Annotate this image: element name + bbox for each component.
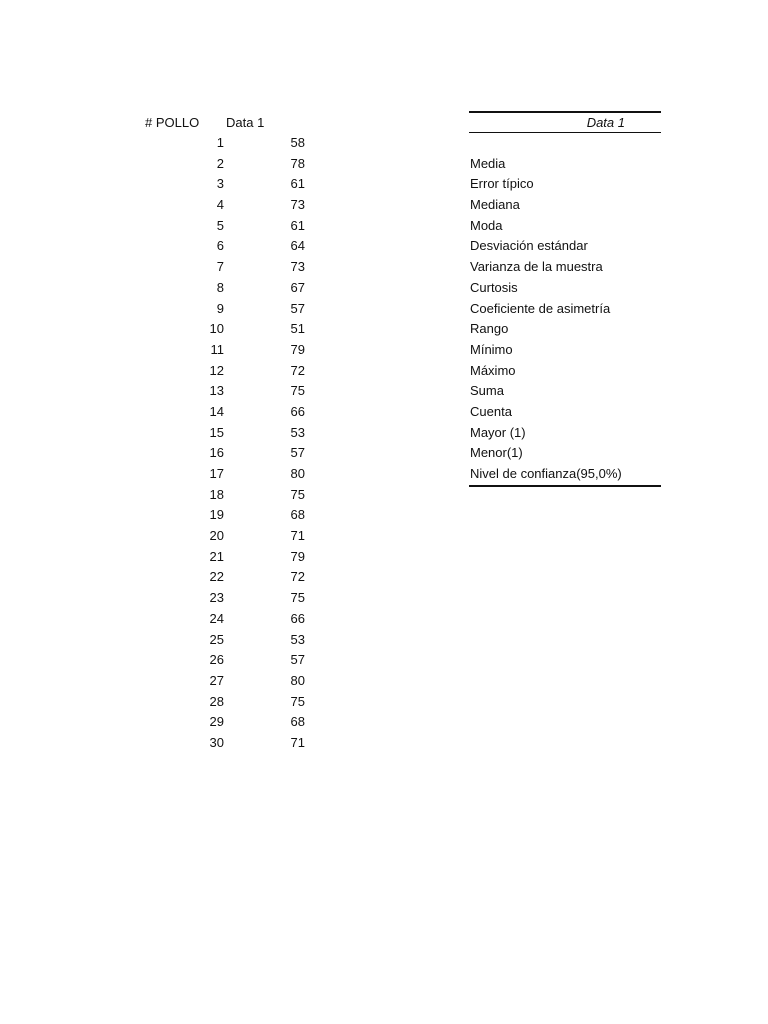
data-value-cell: 75 bbox=[290, 383, 305, 399]
data-table-body bbox=[140, 133, 310, 754]
pollo-id-cell: 29 bbox=[209, 714, 224, 730]
data-value-cell: 79 bbox=[290, 341, 305, 357]
stats-label: Rango bbox=[470, 321, 509, 337]
data-value-cell: 80 bbox=[290, 466, 305, 481]
pollo-id-cell: 17 bbox=[209, 466, 224, 481]
table-row bbox=[140, 588, 310, 609]
pollo-id-cell: 7 bbox=[216, 259, 224, 275]
pollo-id-cell: 1 bbox=[216, 135, 224, 150]
data-value-cell: 61 bbox=[290, 176, 305, 192]
data-value-cell: 57 bbox=[290, 445, 305, 461]
table-row bbox=[140, 609, 310, 630]
stats-label: Coeficiente de asimetría bbox=[470, 300, 611, 316]
data-value-cell: 66 bbox=[290, 403, 305, 419]
table-row bbox=[140, 278, 310, 299]
table-row bbox=[140, 216, 310, 237]
pollo-id-cell: 11 bbox=[210, 341, 224, 357]
data-value-cell: 71 bbox=[290, 528, 305, 544]
data-value-cell: 75 bbox=[290, 486, 305, 502]
data-value-cell: 68 bbox=[290, 507, 305, 523]
data-value-cell: 80 bbox=[290, 672, 305, 688]
table-row bbox=[140, 567, 310, 588]
pollo-id-cell: 4 bbox=[216, 197, 224, 213]
data-value-cell: 53 bbox=[290, 631, 305, 647]
table-row bbox=[140, 547, 310, 568]
table-row bbox=[140, 650, 310, 671]
data-value-cell: 58 bbox=[290, 135, 305, 150]
table-row bbox=[140, 733, 310, 754]
data-value-cell: 73 bbox=[290, 259, 305, 275]
data-value-cell: 57 bbox=[290, 300, 305, 316]
pollo-id-cell: 3 bbox=[216, 176, 224, 192]
stats-label: Desviación estándar bbox=[470, 238, 588, 254]
pollo-id-cell: 14 bbox=[209, 403, 224, 419]
data-value-cell: 61 bbox=[290, 217, 305, 233]
table-row bbox=[140, 485, 310, 506]
stats-label: Curtosis bbox=[470, 279, 518, 295]
table-row bbox=[140, 402, 310, 423]
pollo-id-cell: 26 bbox=[209, 652, 224, 668]
stats-spacer-row bbox=[469, 133, 661, 154]
stats-table-header bbox=[469, 111, 661, 133]
descriptive-stats-table bbox=[469, 111, 661, 487]
data-value-cell: 78 bbox=[290, 155, 305, 171]
pollo-id-cell: 13 bbox=[209, 383, 224, 399]
pollo-id-cell: 9 bbox=[216, 300, 224, 316]
data-value-cell: 73 bbox=[290, 197, 305, 213]
stats-table-body bbox=[469, 154, 661, 487]
table-row bbox=[140, 712, 310, 733]
data-value-cell: 71 bbox=[290, 734, 305, 750]
table-row bbox=[140, 671, 310, 692]
pollo-id-cell: 5 bbox=[216, 217, 224, 233]
data-value-cell: 72 bbox=[290, 362, 305, 378]
data-value-cell: 68 bbox=[290, 714, 305, 730]
stats-label: Mayor (1) bbox=[470, 424, 526, 440]
stats-label: Máximo bbox=[470, 362, 516, 378]
pollo-id-cell: 2 bbox=[216, 155, 224, 171]
column-header-data: Data 1 bbox=[226, 115, 265, 130]
table-row bbox=[140, 381, 310, 402]
pollo-id-cell: 18 bbox=[209, 486, 224, 502]
chicken-data-table bbox=[140, 112, 310, 754]
stats-label: Suma bbox=[470, 383, 504, 399]
stats-column-header: Data 1 bbox=[586, 115, 625, 130]
table-row bbox=[140, 423, 310, 444]
table-row bbox=[140, 154, 310, 175]
table-row bbox=[140, 195, 310, 216]
pollo-id-cell: 27 bbox=[209, 672, 224, 688]
table-row bbox=[140, 464, 310, 485]
data-table-header bbox=[140, 112, 310, 133]
pollo-id-cell: 23 bbox=[209, 590, 224, 606]
table-row bbox=[140, 257, 310, 278]
pollo-id-cell: 10 bbox=[209, 321, 224, 337]
table-row bbox=[140, 133, 310, 154]
stats-label: Mínimo bbox=[470, 341, 513, 357]
pollo-id-cell: 24 bbox=[209, 610, 224, 626]
pollo-id-cell: 19 bbox=[209, 507, 224, 523]
stats-label: Mediana bbox=[470, 197, 520, 213]
stats-label: Varianza de la muestra bbox=[470, 259, 603, 275]
data-value-cell: 79 bbox=[290, 548, 305, 564]
data-value-cell: 64 bbox=[290, 238, 305, 254]
pollo-id-cell: 15 bbox=[209, 424, 224, 440]
pollo-id-cell: 25 bbox=[209, 631, 224, 647]
data-value-cell: 53 bbox=[290, 424, 305, 440]
pollo-id-cell: 8 bbox=[216, 279, 224, 295]
stats-label: Media bbox=[470, 155, 506, 171]
data-value-cell: 51 bbox=[290, 321, 305, 337]
table-row bbox=[140, 236, 310, 257]
pollo-id-cell: 12 bbox=[209, 362, 224, 378]
pollo-id-cell: 22 bbox=[209, 569, 224, 585]
table-row bbox=[140, 505, 310, 526]
data-value-cell: 75 bbox=[290, 693, 305, 709]
data-value-cell: 67 bbox=[290, 279, 305, 295]
column-header-pollo: # POLLO bbox=[145, 115, 200, 130]
table-row bbox=[140, 443, 310, 464]
stats-label: Error típico bbox=[470, 176, 534, 192]
pollo-id-cell: 20 bbox=[209, 528, 224, 544]
stats-label: Moda bbox=[470, 217, 503, 233]
data-value-cell: 75 bbox=[290, 590, 305, 606]
stats-label: Cuenta bbox=[470, 403, 512, 419]
stats-label: Nivel de confianza(95,0%) bbox=[469, 464, 661, 487]
stats-label: Menor(1) bbox=[470, 445, 523, 461]
table-row bbox=[140, 299, 310, 320]
table-row bbox=[140, 340, 310, 361]
pollo-id-cell: 16 bbox=[209, 445, 224, 461]
data-value-cell: 57 bbox=[290, 652, 305, 668]
table-row bbox=[140, 526, 310, 547]
pollo-id-cell: 6 bbox=[216, 238, 224, 254]
table-row bbox=[140, 630, 310, 651]
table-row bbox=[140, 319, 310, 340]
pollo-id-cell: 30 bbox=[209, 734, 224, 750]
data-value-cell: 72 bbox=[290, 569, 305, 585]
pollo-id-cell: 28 bbox=[209, 693, 224, 709]
table-row bbox=[140, 174, 310, 195]
data-value-cell: 66 bbox=[290, 610, 305, 626]
table-row bbox=[140, 692, 310, 713]
table-row bbox=[140, 361, 310, 382]
pollo-id-cell: 21 bbox=[209, 548, 224, 564]
